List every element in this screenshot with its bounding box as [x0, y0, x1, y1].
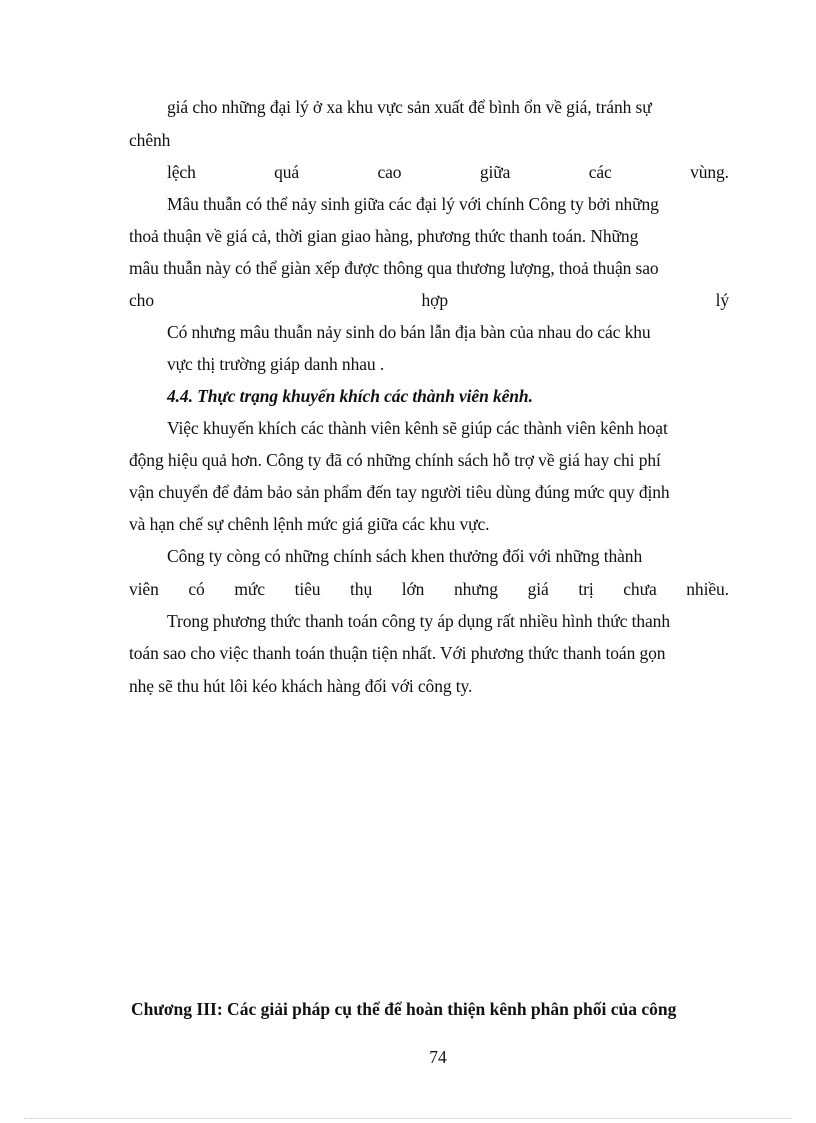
word: lý [715, 290, 729, 310]
word: lệch [167, 162, 196, 182]
chapter-heading: Chương III: Các giải pháp cụ thể để hoàn thiện kênh phân phối của công [131, 999, 677, 1019]
word: nhiều. [686, 579, 729, 599]
text-line: chênh [129, 130, 171, 150]
text-line: Có nhưng mâu thuẫn nảy sinh do bán lẫn địa bàn của nhau do các khu [167, 322, 651, 342]
section-heading: 4.4. Thực trạng khuyến khích các thành viên kênh. [167, 386, 533, 406]
word: có [188, 579, 205, 599]
text-line: thoả thuận về giá cả, thời gian giao hàng, phương thức thanh toán. Những [129, 226, 639, 246]
word: hợp [421, 290, 448, 310]
text-line [129, 289, 729, 311]
text-line: Trong phương thức thanh toán công ty áp dụng rất nhiều hình thức thanh [167, 611, 670, 631]
word: cao [377, 162, 402, 182]
text-line: giá cho những đại lý ở xa khu vực sản xuất để bình ổn về giá, tránh sự [167, 97, 652, 117]
word: quá [274, 162, 300, 182]
text-line: vận chuyển để đảm bảo sản phẩm đến tay người tiêu dùng đúng mức quy định [129, 482, 670, 502]
text-line: động hiệu quả hơn. Công ty đã có những chính sách hỗ trợ về giá hay chi phí [129, 450, 661, 470]
text-line [167, 161, 729, 183]
text-line [129, 578, 729, 600]
page-border [24, 1118, 792, 1119]
text-line: Công ty còng có những chính sách khen thưởng đối với những thành [167, 546, 643, 566]
word: viên [129, 579, 159, 599]
text-line: Mâu thuẫn có thể nảy sinh giữa các đại lý với chính Công ty bởi những [167, 194, 659, 214]
word: chưa [623, 579, 657, 599]
text-line: và hạn chế sự chênh lệnh mức giá giữa các khu vực. [129, 514, 490, 534]
word: thụ [350, 579, 373, 599]
word: tiêu [294, 579, 321, 599]
word: lớn [401, 579, 425, 599]
text-line: vực thị trường giáp danh nhau . [167, 354, 385, 374]
text-line: Việc khuyến khích các thành viên kênh sẽ giúp các thành viên kênh hoạt [167, 418, 668, 438]
text-line: toán sao cho việc thanh toán thuận tiện nhất. Với phương thức thanh toán gọn [129, 643, 666, 663]
word: mức [234, 579, 265, 599]
text-line: nhẹ sẽ thu hút lôi kéo khách hàng đối với công ty. [129, 676, 473, 696]
word: cho [129, 290, 154, 310]
word: vùng. [690, 162, 729, 182]
page-number: 74 [429, 1047, 447, 1067]
word: giữa [479, 162, 511, 182]
text-line: mâu thuẫn này có thể giàn xếp được thông qua thương lượng, thoả thuận sao [129, 258, 659, 278]
word: các [588, 162, 612, 182]
word: giá [527, 579, 549, 599]
word: trị [578, 579, 594, 599]
word: nhưng [453, 579, 498, 599]
